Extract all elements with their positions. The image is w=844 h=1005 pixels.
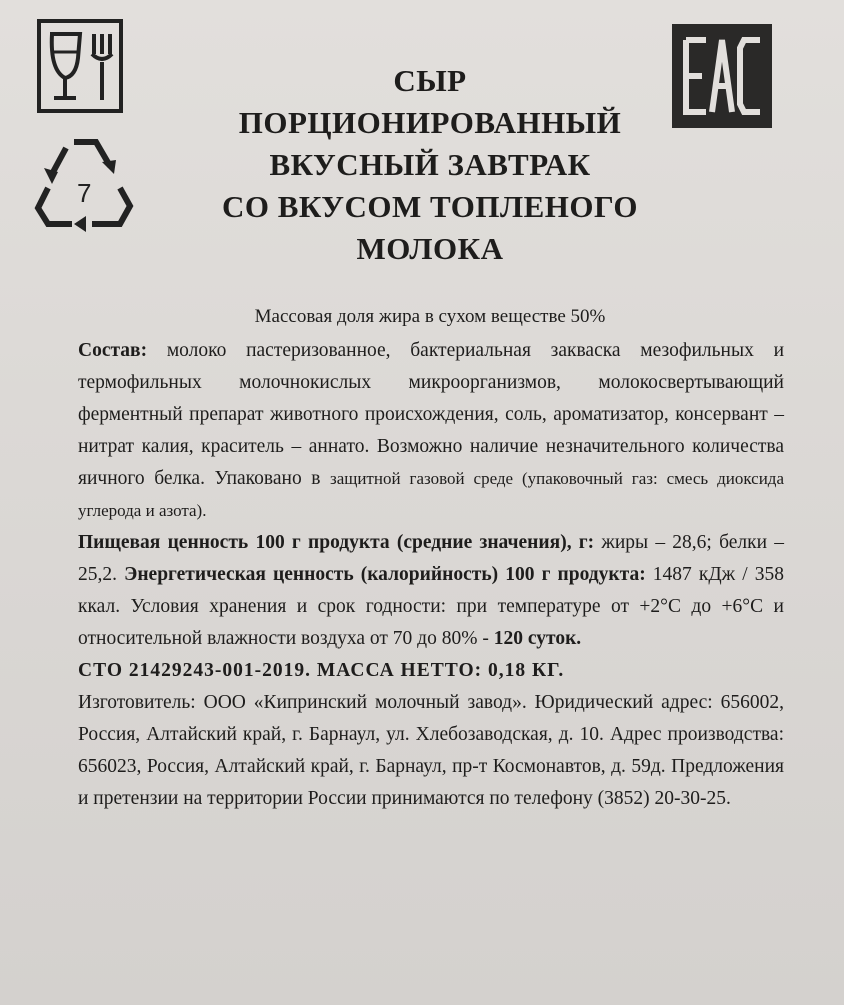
title-line: ПОРЦИОНИРОВАННЫЙ — [238, 105, 622, 140]
nutrition — [78, 527, 784, 655]
storage-conditions: Условия хранения и срок годности: при температуре от +2°С до +6°С и относительной влажности воздуха от 70 до 80% - — [78, 596, 784, 649]
nutrition-label: Пищевая ценность 100 г продукта (средние значения), г: — [78, 532, 595, 553]
composition — [78, 335, 784, 527]
energy-value: 1487 кДж / 358 ккал. — [78, 564, 784, 617]
title-line: ВКУСНЫЙ ЗАВТРАК — [269, 147, 591, 182]
composition-label: Состав: — [78, 340, 148, 361]
composition-text: молоко пастеризованное, бактериальная закваска мезофильных и термофильных молочнокислых микроорганизмов, молокосвертывающий ферментный препарат животного происхождения, соль, ароматизатор, консервант – нитрат калия, краситель – аннато. Возможно наличие незначительного количества яичного белка. Упаковано в — [78, 340, 785, 489]
title-line: СО ВКУСОМ ТОПЛЕНОГО — [221, 189, 639, 224]
glass-fork-icon — [36, 18, 124, 114]
standard-and-weight: СТО 21429243-001-2019. МАССА НЕТТО: 0,18 КГ. — [78, 660, 565, 681]
energy-label: Энергетическая ценность (калорийность) 100 г продукта: — [124, 564, 646, 585]
recycle-code: 7 — [77, 178, 92, 208]
nutrition-values: жиры – 28,6; белки – 25,2. — [78, 532, 784, 585]
composition-gas: защитной газовой среде (упаковочный газ: смесь диоксида углерода и азота). — [78, 469, 785, 520]
manufacturer-info: Изготовитель: ООО «Кипринский молочный завод». Юридический адрес: 656002, Россия, Алтайский край, г. Барнаул, ул. Хлебозаводская, д. 10. Адрес производства: 656023, Россия, Алтайский край, г. Барнаул, пр-т Космонавтов, д. 59д. Предложения и претензии на территории России принимаются по телефону (3852) 20-30-25. — [78, 692, 784, 809]
title-line: МОЛОКА — [356, 231, 504, 266]
recycle-icon — [30, 132, 140, 236]
fat-content: Массовая доля жира в сухом веществе 50% — [254, 306, 606, 327]
label-body — [78, 335, 784, 815]
shelf-life: 120 суток. — [493, 628, 582, 649]
product-title — [150, 60, 710, 270]
title-line: СЫР — [393, 63, 467, 98]
